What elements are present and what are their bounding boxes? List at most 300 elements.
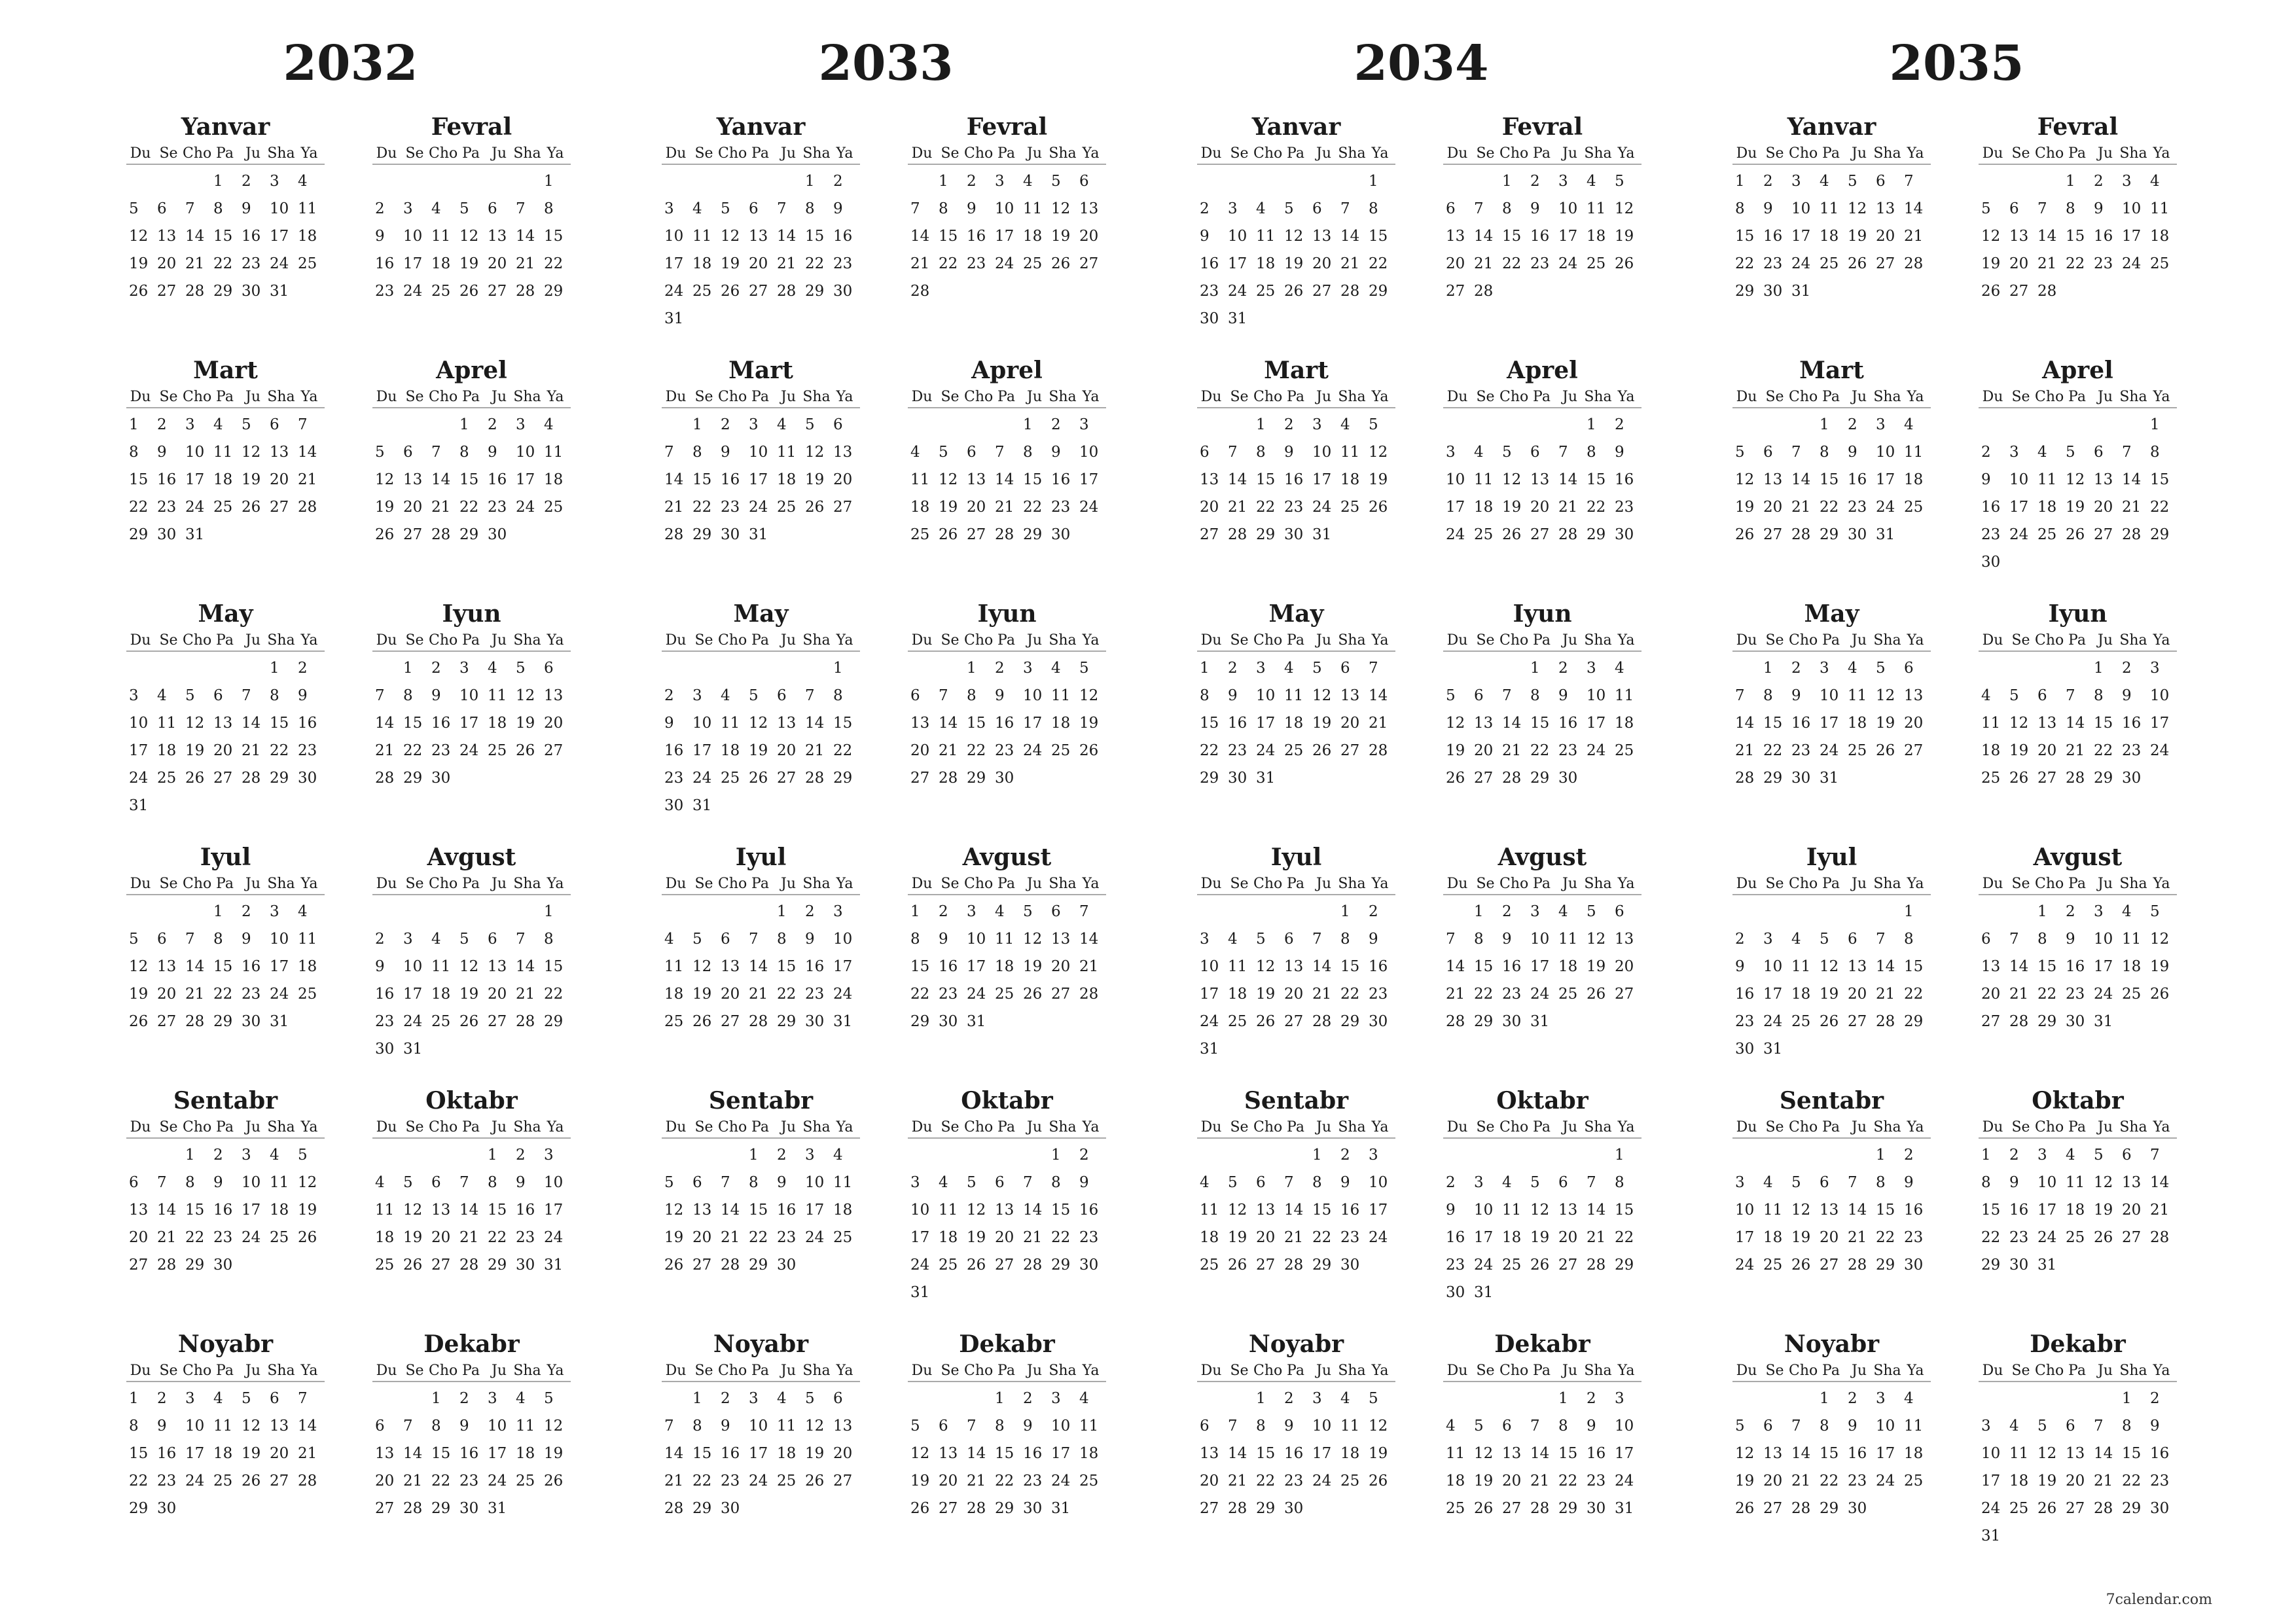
day-cell: 13 [1763, 471, 1783, 488]
day-cell: 15 [2150, 471, 2170, 488]
day-cell: 21 [1340, 255, 1360, 272]
month-4 [908, 355, 1106, 571]
day-cell: 3 [1079, 416, 1089, 433]
day-cell: 6 [1763, 444, 1773, 461]
weekday-label: Sha [802, 1119, 831, 1135]
day-cell: 2 [1848, 416, 1857, 433]
day-cell: 14 [403, 1445, 423, 1462]
day-cell: 25 [157, 770, 177, 787]
day-cell: 15 [544, 958, 564, 975]
day-cell: 30 [1615, 526, 1634, 543]
month-name: Aprel [2042, 357, 2113, 384]
day-cell: 25 [721, 770, 740, 787]
day-cell: 29 [1369, 283, 1388, 300]
day-cell: 20 [1848, 986, 1867, 1003]
weekday-label: Ju [781, 145, 796, 162]
day-cell: 12 [1284, 228, 1304, 245]
day-cell: 3 [2037, 1147, 2047, 1164]
day-cell: 10 [1876, 444, 1895, 461]
weekday-label: Pa [1822, 389, 1840, 405]
day-cell: 28 [1791, 526, 1811, 543]
day-cell: 10 [2094, 931, 2113, 948]
month-name: Fevral [966, 113, 1048, 141]
weekday-label: Se [1765, 1363, 1784, 1379]
day-cell: 30 [2066, 1013, 2085, 1030]
month-name: Noyabr [713, 1330, 809, 1358]
weekday-label: Sha [513, 389, 541, 405]
day-cell: 4 [1340, 416, 1350, 433]
month-7 [1197, 842, 1395, 1058]
day-cell: 9 [459, 1418, 469, 1435]
day-cell: 6 [1502, 1418, 1512, 1435]
day-cell: 22 [2150, 499, 2170, 516]
day-cell: 14 [2094, 1445, 2113, 1462]
day-cell: 4 [1848, 660, 1857, 677]
day-cell: 14 [459, 1202, 479, 1219]
weekday-label: Se [405, 145, 424, 162]
day-cell: 25 [1051, 742, 1071, 759]
day-cell: 29 [129, 526, 149, 543]
day-cell: 8 [2150, 444, 2160, 461]
day-cell: 7 [910, 200, 920, 217]
month-name: Yanvar [1787, 113, 1876, 141]
weekday-label: Ya [836, 1119, 853, 1135]
day-cell: 25 [298, 255, 317, 272]
day-cell: 27 [431, 1257, 451, 1274]
month-2 [908, 111, 1106, 327]
day-cell: 28 [298, 1472, 317, 1489]
day-cell: 30 [664, 797, 684, 814]
weekday-label: Sha [2119, 145, 2147, 162]
day-cell: 7 [1369, 660, 1378, 677]
day-cell: 19 [2094, 1202, 2113, 1219]
day-cell: 4 [1284, 660, 1294, 677]
day-cell: 25 [1284, 742, 1304, 759]
weekday-label: Ya [1082, 1119, 1100, 1135]
day-cell: 2 [431, 660, 441, 677]
day-cell: 24 [749, 499, 768, 516]
day-cell: 25 [2122, 986, 2142, 1003]
day-cell: 17 [403, 986, 423, 1003]
day-cell: 26 [516, 742, 535, 759]
day-cell: 12 [2066, 471, 2085, 488]
day-cell: 24 [185, 499, 205, 516]
day-cell: 28 [1340, 283, 1360, 300]
day-cell: 8 [692, 1418, 702, 1435]
weekday-label: Pa [2068, 876, 2086, 892]
day-cell: 24 [1051, 1472, 1071, 1489]
day-cell: 20 [270, 471, 289, 488]
weekday-label: Ya [1371, 1119, 1389, 1135]
day-cell: 1 [1876, 1147, 1886, 1164]
day-cell: 20 [270, 1445, 289, 1462]
weekday-label: Du [1982, 145, 2003, 162]
month-name: Fevral [1501, 113, 1583, 141]
weekday-label: Sha [1338, 876, 1366, 892]
day-cell: 21 [1848, 1229, 1867, 1246]
day-cell: 7 [1848, 1174, 1857, 1191]
day-cell: 7 [1340, 200, 1350, 217]
weekday-label: Sha [1338, 389, 1366, 405]
day-cell: 31 [967, 1013, 986, 1030]
day-cell: 14 [1791, 1445, 1811, 1462]
day-cell: 15 [967, 715, 986, 732]
day-cell: 19 [2009, 742, 2029, 759]
day-cell: 4 [2150, 173, 2160, 190]
day-cell: 6 [749, 200, 759, 217]
day-cell: 25 [1763, 1257, 1783, 1274]
day-cell: 29 [2122, 1500, 2142, 1517]
weekday-label: Ya [2153, 632, 2170, 649]
day-cell: 26 [1981, 283, 2001, 300]
weekday-label: Ju [492, 876, 507, 892]
day-cell: 13 [1474, 715, 1494, 732]
day-cell: 8 [2066, 200, 2075, 217]
day-cell: 3 [2094, 903, 2104, 920]
day-cell: 21 [1312, 986, 1332, 1003]
day-cell: 23 [242, 255, 261, 272]
day-cell: 15 [910, 958, 930, 975]
day-cell: 29 [1256, 526, 1276, 543]
weekday-label: Ya [1371, 389, 1389, 405]
weekday-label: Se [1765, 389, 1784, 405]
day-cell: 16 [1981, 499, 2001, 516]
day-cell: 12 [1228, 1202, 1247, 1219]
day-cell: 15 [1340, 958, 1360, 975]
day-cell: 15 [1904, 958, 1924, 975]
weekday-label: Cho [1789, 1119, 1818, 1135]
day-cell: 11 [833, 1174, 853, 1191]
day-cell: 25 [431, 1013, 451, 1030]
day-cell: 19 [2037, 1472, 2057, 1489]
weekday-label: Du [1200, 876, 1222, 892]
day-cell: 5 [242, 416, 251, 433]
day-cell: 26 [1587, 986, 1606, 1003]
day-cell: 12 [1615, 200, 1634, 217]
day-cell: 1 [2150, 416, 2160, 433]
day-cell: 12 [459, 228, 479, 245]
day-cell: 3 [516, 416, 526, 433]
day-cell: 23 [1446, 1257, 1465, 1274]
weekday-label: Cho [964, 389, 994, 405]
day-cell: 11 [910, 471, 930, 488]
day-cell: 11 [1340, 1418, 1360, 1435]
day-cell: 16 [375, 986, 395, 1003]
day-cell: 18 [544, 471, 564, 488]
weekday-label: Cho [1253, 1119, 1283, 1135]
weekday-label: Pa [2068, 1363, 2086, 1379]
day-cell: 26 [242, 1472, 261, 1489]
day-cell: 25 [2066, 1229, 2085, 1246]
weekday-header [662, 873, 860, 895]
day-cell: 29 [692, 1500, 712, 1517]
day-cell: 3 [1312, 416, 1322, 433]
day-cell: 23 [2094, 255, 2113, 272]
day-cell: 3 [664, 200, 674, 217]
weekday-label: Se [1230, 1363, 1249, 1379]
day-cell: 20 [1763, 1472, 1783, 1489]
day-cell: 16 [1023, 1445, 1043, 1462]
day-cell: 19 [1369, 1445, 1388, 1462]
day-cell: 30 [995, 770, 1014, 787]
weekday-label: Sha [1584, 145, 1612, 162]
day-cell: 19 [1284, 255, 1304, 272]
day-cell: 4 [1820, 173, 1829, 190]
day-cell: 13 [1200, 1445, 1219, 1462]
day-cell: 15 [459, 471, 479, 488]
day-cell: 5 [664, 1174, 674, 1191]
month-12 [1979, 1329, 2177, 1544]
weekday-label: Ju [492, 1119, 507, 1135]
day-cell: 24 [516, 499, 535, 516]
day-cell: 28 [459, 1257, 479, 1274]
day-cell: 29 [213, 1013, 233, 1030]
day-cell: 28 [242, 770, 261, 787]
day-cell: 16 [488, 471, 507, 488]
day-cell: 18 [157, 742, 177, 759]
day-cell: 19 [1587, 958, 1606, 975]
day-cell: 26 [1820, 1013, 1839, 1030]
day-cell: 31 [910, 1284, 930, 1301]
day-cell: 1 [1530, 660, 1540, 677]
day-cell: 12 [129, 958, 149, 975]
day-cell: 24 [1200, 1013, 1219, 1030]
day-cell: 19 [375, 499, 395, 516]
day-cell: 15 [270, 715, 289, 732]
day-cell: 13 [1763, 1445, 1783, 1462]
day-cell: 4 [1587, 173, 1596, 190]
day-cell: 5 [1369, 416, 1378, 433]
day-cell: 3 [242, 1147, 251, 1164]
day-cell: 11 [1763, 1202, 1783, 1219]
day-cell: 13 [403, 471, 423, 488]
day-cell: 22 [1558, 1472, 1578, 1489]
day-cell: 9 [2150, 1418, 2160, 1435]
day-cell: 8 [1200, 687, 1210, 704]
day-cell: 6 [1200, 444, 1210, 461]
weekday-label: Ya [1371, 1363, 1389, 1379]
day-cell: 25 [1200, 1257, 1219, 1274]
day-cell: 11 [777, 1418, 797, 1435]
day-cell: 27 [777, 770, 797, 787]
weekday-label: Cho [1253, 389, 1283, 405]
day-cell: 10 [749, 444, 768, 461]
day-cell: 26 [459, 1013, 479, 1030]
day-cell: 31 [1820, 770, 1839, 787]
weekday-label: Sha [1049, 632, 1077, 649]
day-cell: 1 [1312, 1147, 1322, 1164]
day-cell: 16 [1904, 1202, 1924, 1219]
day-cell: 30 [1763, 283, 1783, 300]
day-cell: 20 [2094, 499, 2113, 516]
weekday-label: Cho [429, 632, 458, 649]
day-cell: 26 [129, 1013, 149, 1030]
day-cell: 15 [1981, 1202, 2001, 1219]
day-cell: 18 [1284, 715, 1304, 732]
day-cell: 26 [721, 283, 740, 300]
day-cell: 28 [1023, 1257, 1043, 1274]
day-cell: 25 [1474, 526, 1494, 543]
day-cell: 16 [2066, 958, 2085, 975]
day-cell: 21 [1228, 1472, 1247, 1489]
day-cell: 31 [1763, 1041, 1783, 1058]
day-cell: 25 [1023, 255, 1043, 272]
weekday-label: Pa [997, 1119, 1015, 1135]
day-cell: 15 [805, 228, 825, 245]
day-cell: 6 [2066, 1418, 2075, 1435]
day-cell: 22 [1735, 255, 1755, 272]
month-name: Iyul [735, 844, 787, 871]
day-cell: 27 [2066, 1500, 2085, 1517]
day-cell: 7 [1228, 444, 1238, 461]
weekday-label: Du [1982, 389, 2003, 405]
day-cell: 28 [805, 770, 825, 787]
day-cell: 27 [1763, 526, 1783, 543]
weekday-label: Pa [1822, 632, 1840, 649]
day-cell: 28 [1587, 1257, 1606, 1274]
day-cell: 14 [1312, 958, 1332, 975]
day-cell: 10 [749, 1418, 768, 1435]
day-cell: 17 [1200, 986, 1219, 1003]
weekday-label: Se [405, 1363, 424, 1379]
weekday-label: Se [694, 1119, 713, 1135]
day-cell: 14 [2009, 958, 2029, 975]
day-cell: 17 [1763, 986, 1783, 1003]
day-cell: 1 [1051, 1147, 1061, 1164]
weekday-label: Pa [2068, 1119, 2086, 1135]
day-cell: 7 [516, 200, 526, 217]
day-cell: 4 [1228, 931, 1238, 948]
month-1 [1197, 111, 1395, 327]
weekday-label: Ju [1027, 876, 1042, 892]
day-cell: 29 [1340, 1013, 1360, 1030]
day-cell: 27 [1200, 526, 1219, 543]
day-cell: 15 [1530, 715, 1550, 732]
day-cell: 30 [805, 1013, 825, 1030]
day-cell: 1 [939, 173, 948, 190]
day-cell: 30 [459, 1500, 479, 1517]
weekday-label: Cho [2035, 389, 2064, 405]
weekday-label: Pa [1533, 1363, 1551, 1379]
day-cell: 1 [1256, 416, 1266, 433]
day-cell: 16 [1284, 1445, 1304, 1462]
day-cell: 24 [2094, 986, 2113, 1003]
day-cell: 28 [516, 1013, 535, 1030]
day-cell: 22 [2066, 255, 2085, 272]
weekday-label: Cho [2035, 876, 2064, 892]
day-cell: 13 [129, 1202, 149, 1219]
weekday-label: Sha [1584, 389, 1612, 405]
day-cell: 30 [1284, 526, 1304, 543]
day-cell: 17 [242, 1202, 261, 1219]
day-cell: 7 [1904, 173, 1914, 190]
day-cell: 12 [721, 228, 740, 245]
day-cell: 12 [1256, 958, 1276, 975]
day-cell: 20 [157, 255, 177, 272]
day-cell: 5 [1848, 173, 1857, 190]
day-cell: 28 [995, 526, 1014, 543]
day-cell: 9 [805, 931, 815, 948]
day-cell: 27 [1340, 742, 1360, 759]
weekday-label: Du [911, 145, 933, 162]
month-name: Oktabr [425, 1087, 518, 1115]
day-cell: 5 [516, 660, 526, 677]
day-cell: 20 [1981, 986, 2001, 1003]
weekday-label: Cho [1789, 876, 1818, 892]
weekday-label: Ju [1027, 1363, 1042, 1379]
day-cell: 22 [1256, 1472, 1276, 1489]
month-name: Iyul [1806, 844, 1857, 871]
day-cell: 8 [1502, 200, 1512, 217]
day-cell: 11 [2122, 931, 2142, 948]
weekday-label: Sha [1338, 1119, 1366, 1135]
day-cell: 23 [375, 1013, 395, 1030]
day-cell: 10 [242, 1174, 261, 1191]
day-cell: 27 [129, 1257, 149, 1274]
day-cell: 6 [833, 1390, 843, 1407]
day-cell: 7 [749, 931, 759, 948]
day-cell: 20 [544, 715, 564, 732]
day-cell: 21 [375, 742, 395, 759]
day-cell: 3 [805, 1147, 815, 1164]
day-cell: 8 [1051, 1174, 1061, 1191]
day-cell: 27 [1820, 1257, 1839, 1274]
day-cell: 25 [1228, 1013, 1247, 1030]
day-cell: 1 [1256, 1390, 1266, 1407]
day-cell: 18 [777, 1445, 797, 1462]
weekday-label: Cho [1789, 632, 1818, 649]
day-cell: 22 [1981, 1229, 2001, 1246]
day-cell: 10 [1876, 1418, 1895, 1435]
weekday-label: Sha [2119, 1363, 2147, 1379]
day-cell: 18 [431, 255, 451, 272]
day-cell: 7 [375, 687, 385, 704]
day-cell: 2 [967, 173, 977, 190]
day-cell: 18 [939, 1229, 958, 1246]
weekday-label: Sha [1049, 389, 1077, 405]
day-cell: 15 [1256, 471, 1276, 488]
day-cell: 9 [1558, 687, 1568, 704]
weekday-label: Pa [1287, 632, 1304, 649]
day-cell: 2 [1023, 1390, 1033, 1407]
day-cell: 25 [2150, 255, 2170, 272]
day-cell: 28 [157, 1257, 177, 1274]
day-cell: 20 [692, 1229, 712, 1246]
day-cell: 24 [967, 986, 986, 1003]
day-cell: 24 [749, 1472, 768, 1489]
day-cell: 29 [213, 283, 233, 300]
day-cell: 6 [1530, 444, 1540, 461]
day-cell: 27 [488, 283, 507, 300]
day-cell: 14 [1791, 471, 1811, 488]
day-cell: 23 [431, 742, 451, 759]
day-cell: 27 [967, 526, 986, 543]
weekday-label: Du [665, 632, 687, 649]
day-cell: 2 [2009, 1147, 2019, 1164]
weekday-label: Pa [997, 389, 1015, 405]
day-cell: 12 [1791, 1202, 1811, 1219]
day-cell: 7 [664, 1418, 674, 1435]
day-cell: 5 [2094, 1147, 2104, 1164]
day-cell: 4 [1763, 1174, 1773, 1191]
day-cell: 26 [910, 1500, 930, 1517]
day-cell: 25 [1502, 1257, 1522, 1274]
day-cell: 31 [129, 797, 149, 814]
day-cell: 13 [1876, 200, 1895, 217]
month-8 [1979, 842, 2177, 1058]
day-cell: 16 [805, 958, 825, 975]
weekday-label: Cho [718, 1363, 747, 1379]
